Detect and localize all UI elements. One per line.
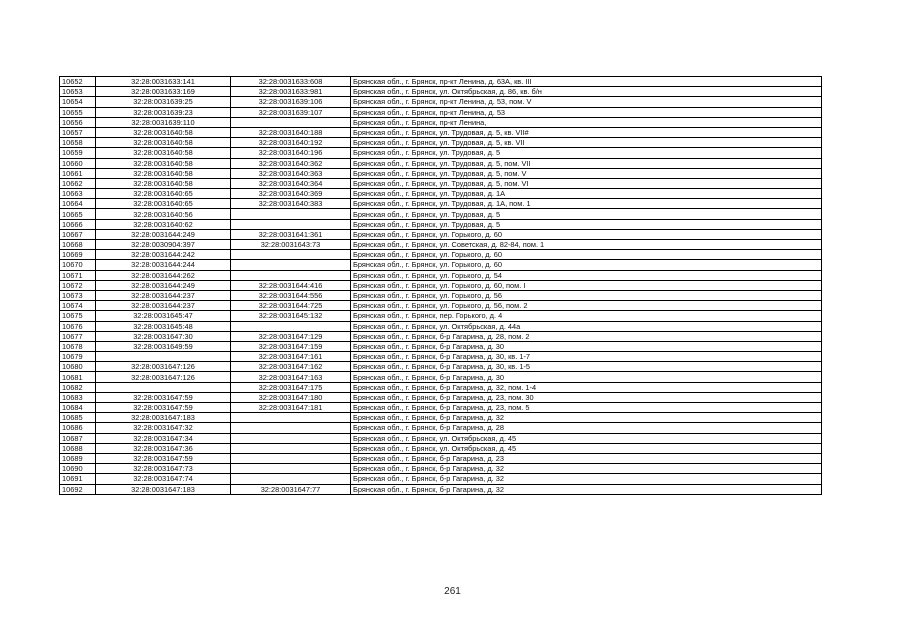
cadastral-number-cell: 32:28:0031644:249 xyxy=(96,280,231,290)
linked-cadastral-number-cell: 32:28:0031633:608 xyxy=(231,77,351,87)
cadastral-number-cell: 32:28:0031647:30 xyxy=(96,331,231,341)
row-number-cell: 10665 xyxy=(60,209,96,219)
address-cell: Брянская обл., г. Брянск, пр-кт Ленина, д. 53 xyxy=(351,107,822,117)
cadastral-number-cell: 32:28:0031639:23 xyxy=(96,107,231,117)
table-row xyxy=(60,168,822,178)
address-cell: Брянская обл., г. Брянск, ул. Советская, д. 82-84, пом. 1 xyxy=(351,240,822,250)
address-cell: Брянская обл., г. Брянск, ул. Трудовая, д. 5, пом. VI xyxy=(351,178,822,188)
linked-cadastral-number-cell: 32:28:0031640:196 xyxy=(231,148,351,158)
linked-cadastral-number-cell: 32:28:0031644:416 xyxy=(231,280,351,290)
row-number-cell: 10683 xyxy=(60,392,96,402)
address-cell: Брянская обл., г. Брянск, б-р Гагарина, д. 30, кв. 1-7 xyxy=(351,352,822,362)
cadastral-number-cell: 32:28:0031640:58 xyxy=(96,138,231,148)
address-cell: Брянская обл., г. Брянск, б-р Гагарина, д. 23, пом. 5 xyxy=(351,403,822,413)
linked-cadastral-number-cell xyxy=(231,260,351,270)
linked-cadastral-number-cell: 32:28:0031640:364 xyxy=(231,178,351,188)
linked-cadastral-number-cell: 32:28:0031639:107 xyxy=(231,107,351,117)
address-cell: Брянская обл., г. Брянск, б-р Гагарина, д. 30, кв. 1-5 xyxy=(351,362,822,372)
cadastral-number-cell: 32:28:0031647:73 xyxy=(96,464,231,474)
table-row xyxy=(60,474,822,484)
table-row xyxy=(60,413,822,423)
row-number-cell: 10657 xyxy=(60,127,96,137)
table-row xyxy=(60,362,822,372)
address-cell: Брянская обл., г. Брянск, ул. Горького, д. 54 xyxy=(351,270,822,280)
row-number-cell: 10691 xyxy=(60,474,96,484)
row-number-cell: 10659 xyxy=(60,148,96,158)
row-number-cell: 10671 xyxy=(60,270,96,280)
cadastral-number-cell: 32:28:0031640:65 xyxy=(96,199,231,209)
linked-cadastral-number-cell: 32:28:0031640:362 xyxy=(231,158,351,168)
table-row xyxy=(60,250,822,260)
cadastral-number-cell: 32:28:0031639:110 xyxy=(96,117,231,127)
row-number-cell: 10652 xyxy=(60,77,96,87)
table-row xyxy=(60,138,822,148)
address-cell: Брянская обл., г. Брянск, ул. Октябрьская, д. 86, кв. б/н xyxy=(351,87,822,97)
cadastral-number-cell: 32:28:0031647:59 xyxy=(96,403,231,413)
row-number-cell: 10682 xyxy=(60,382,96,392)
linked-cadastral-number-cell: 32:28:0031647:159 xyxy=(231,341,351,351)
linked-cadastral-number-cell: 32:28:0031639:106 xyxy=(231,97,351,107)
table-row xyxy=(60,321,822,331)
linked-cadastral-number-cell xyxy=(231,117,351,127)
linked-cadastral-number-cell xyxy=(231,464,351,474)
address-cell: Брянская обл., г. Брянск, б-р Гагарина, д. 23, пом. 30 xyxy=(351,392,822,402)
address-cell: Брянская обл., г. Брянск, ул. Горького, д. 60 xyxy=(351,229,822,239)
row-number-cell: 10667 xyxy=(60,229,96,239)
table-row xyxy=(60,433,822,443)
address-cell: Брянская обл., г. Брянск, пр-кт Ленина, д. 53, пом. V xyxy=(351,97,822,107)
row-number-cell: 10674 xyxy=(60,301,96,311)
table-row xyxy=(60,464,822,474)
row-number-cell: 10672 xyxy=(60,280,96,290)
address-cell: Брянская обл., г. Брянск, ул. Трудовая, д. 5, пом. VII xyxy=(351,158,822,168)
linked-cadastral-number-cell: 32:28:0031647:175 xyxy=(231,382,351,392)
row-number-cell: 10690 xyxy=(60,464,96,474)
table-row xyxy=(60,382,822,392)
address-cell: Брянская обл., г. Брянск, ул. Трудовая, д. 5 xyxy=(351,148,822,158)
row-number-cell: 10662 xyxy=(60,178,96,188)
linked-cadastral-number-cell: 32:28:0031640:188 xyxy=(231,127,351,137)
table-row xyxy=(60,484,822,494)
linked-cadastral-number-cell xyxy=(231,209,351,219)
cadastral-number-cell: 32:28:0031647:59 xyxy=(96,453,231,463)
table-body xyxy=(60,77,822,495)
address-cell: Брянская обл., г. Брянск, ул. Горького, д. 56, пом. 2 xyxy=(351,301,822,311)
address-cell: Брянская обл., г. Брянск, пр-кт Ленина, xyxy=(351,117,822,127)
table-row xyxy=(60,219,822,229)
cadastral-number-cell xyxy=(96,352,231,362)
row-number-cell: 10678 xyxy=(60,341,96,351)
table-row xyxy=(60,127,822,137)
row-number-cell: 10669 xyxy=(60,250,96,260)
table-row xyxy=(60,392,822,402)
table-row xyxy=(60,178,822,188)
linked-cadastral-number-cell: 32:28:0031647:129 xyxy=(231,331,351,341)
linked-cadastral-number-cell xyxy=(231,433,351,443)
table-row xyxy=(60,331,822,341)
table-row xyxy=(60,189,822,199)
cadastral-number-cell: 32:28:0031647:32 xyxy=(96,423,231,433)
address-cell: Брянская обл., г. Брянск, ул. Горького, д. 60 xyxy=(351,260,822,270)
linked-cadastral-number-cell: 32:28:0031647:163 xyxy=(231,372,351,382)
table-row xyxy=(60,372,822,382)
row-number-cell: 10686 xyxy=(60,423,96,433)
cadastral-number-cell: 32:28:0031649:59 xyxy=(96,341,231,351)
row-number-cell: 10654 xyxy=(60,97,96,107)
cadastral-number-cell: 32:28:0031633:169 xyxy=(96,87,231,97)
linked-cadastral-number-cell xyxy=(231,219,351,229)
address-cell: Брянская обл., г. Брянск, ул. Горького, д. 60, пом. I xyxy=(351,280,822,290)
table-row xyxy=(60,87,822,97)
cadastral-number-cell: 32:28:0031647:74 xyxy=(96,474,231,484)
address-cell: Брянская обл., г. Брянск, б-р Гагарина, д. 32, пом. 1-4 xyxy=(351,382,822,392)
table-row xyxy=(60,148,822,158)
address-cell: Брянская обл., г. Брянск, ул. Трудовая, д. 5, кв. VII xyxy=(351,138,822,148)
table-row xyxy=(60,301,822,311)
address-cell: Брянская обл., г. Брянск, б-р Гагарина, д. 32 xyxy=(351,484,822,494)
table-row xyxy=(60,352,822,362)
cadastral-number-cell: 32:28:0031647:126 xyxy=(96,372,231,382)
row-number-cell: 10689 xyxy=(60,453,96,463)
table-row xyxy=(60,280,822,290)
row-number-cell: 10677 xyxy=(60,331,96,341)
table-row xyxy=(60,403,822,413)
linked-cadastral-number-cell: 32:28:0031643:73 xyxy=(231,240,351,250)
table-row xyxy=(60,209,822,219)
address-cell: Брянская обл., г. Брянск, б-р Гагарина, д. 23 xyxy=(351,453,822,463)
cadastral-number-cell: 32:28:0031644:249 xyxy=(96,229,231,239)
row-number-cell: 10681 xyxy=(60,372,96,382)
row-number-cell: 10675 xyxy=(60,311,96,321)
row-number-cell: 10668 xyxy=(60,240,96,250)
cadastral-number-cell: 32:28:0031640:56 xyxy=(96,209,231,219)
cadastral-number-cell: 32:28:0031647:126 xyxy=(96,362,231,372)
cadastral-number-cell: 32:28:0031640:58 xyxy=(96,158,231,168)
address-cell: Брянская обл., г. Брянск, б-р Гагарина, д. 32 xyxy=(351,464,822,474)
row-number-cell: 10679 xyxy=(60,352,96,362)
linked-cadastral-number-cell xyxy=(231,250,351,260)
row-number-cell: 10653 xyxy=(60,87,96,97)
row-number-cell: 10666 xyxy=(60,219,96,229)
linked-cadastral-number-cell: 32:28:0031647:161 xyxy=(231,352,351,362)
linked-cadastral-number-cell: 32:28:0031640:369 xyxy=(231,189,351,199)
linked-cadastral-number-cell xyxy=(231,443,351,453)
row-number-cell: 10688 xyxy=(60,443,96,453)
linked-cadastral-number-cell: 32:28:0031640:192 xyxy=(231,138,351,148)
cadastral-number-cell: 32:28:0031647:183 xyxy=(96,413,231,423)
address-cell: Брянская обл., г. Брянск, пер. Горького, д. 4 xyxy=(351,311,822,321)
linked-cadastral-number-cell: 32:28:0031641:361 xyxy=(231,229,351,239)
table-row xyxy=(60,117,822,127)
cadastral-number-cell: 32:28:0031647:36 xyxy=(96,443,231,453)
address-cell: Брянская обл., г. Брянск, б-р Гагарина, д. 30 xyxy=(351,341,822,351)
address-cell: Брянская обл., г. Брянск, б-р Гагарина, д. 28, пом. 2 xyxy=(351,331,822,341)
linked-cadastral-number-cell: 32:28:0031644:725 xyxy=(231,301,351,311)
address-cell: Брянская обл., г. Брянск, ул. Горького, д. 60 xyxy=(351,250,822,260)
table-row xyxy=(60,260,822,270)
address-cell: Брянская обл., г. Брянск, пр-кт Ленина, д. 63А, кв. III xyxy=(351,77,822,87)
address-cell: Брянская обл., г. Брянск, ул. Октябрьская, д. 44а xyxy=(351,321,822,331)
cadastral-number-cell: 32:28:0031647:183 xyxy=(96,484,231,494)
cadastral-number-cell: 32:28:0031644:244 xyxy=(96,260,231,270)
linked-cadastral-number-cell xyxy=(231,270,351,280)
address-cell: Брянская обл., г. Брянск, ул. Трудовая, д. 5 xyxy=(351,219,822,229)
row-number-cell: 10670 xyxy=(60,260,96,270)
table-row xyxy=(60,341,822,351)
row-number-cell: 10655 xyxy=(60,107,96,117)
row-number-cell: 10685 xyxy=(60,413,96,423)
linked-cadastral-number-cell: 32:28:0031647:180 xyxy=(231,392,351,402)
row-number-cell: 10687 xyxy=(60,433,96,443)
address-cell: Брянская обл., г. Брянск, ул. Трудовая, д. 1А xyxy=(351,189,822,199)
linked-cadastral-number-cell xyxy=(231,423,351,433)
linked-cadastral-number-cell: 32:28:0031647:77 xyxy=(231,484,351,494)
table-row xyxy=(60,107,822,117)
linked-cadastral-number-cell xyxy=(231,453,351,463)
row-number-cell: 10664 xyxy=(60,199,96,209)
address-cell: Брянская обл., г. Брянск, б-р Гагарина, д. 32 xyxy=(351,413,822,423)
row-number-cell: 10663 xyxy=(60,189,96,199)
address-cell: Брянская обл., г. Брянск, ул. Трудовая, д. 5 xyxy=(351,209,822,219)
row-number-cell: 10676 xyxy=(60,321,96,331)
cadastral-number-cell: 32:28:0030904:397 xyxy=(96,240,231,250)
linked-cadastral-number-cell: 32:28:0031640:363 xyxy=(231,168,351,178)
table-row xyxy=(60,311,822,321)
linked-cadastral-number-cell: 32:28:0031647:162 xyxy=(231,362,351,372)
table-row xyxy=(60,290,822,300)
table-row xyxy=(60,270,822,280)
cadastral-number-cell: 32:28:0031633:141 xyxy=(96,77,231,87)
row-number-cell: 10692 xyxy=(60,484,96,494)
address-cell: Брянская обл., г. Брянск, ул. Октябрьская, д. 45 xyxy=(351,433,822,443)
cadastral-number-cell: 32:28:0031640:58 xyxy=(96,178,231,188)
address-cell: Брянская обл., г. Брянск, б-р Гагарина, д. 28 xyxy=(351,423,822,433)
row-number-cell: 10658 xyxy=(60,138,96,148)
linked-cadastral-number-cell: 32:28:0031644:556 xyxy=(231,290,351,300)
linked-cadastral-number-cell: 32:28:0031640:383 xyxy=(231,199,351,209)
row-number-cell: 10673 xyxy=(60,290,96,300)
row-number-cell: 10660 xyxy=(60,158,96,168)
cadastral-number-cell: 32:28:0031644:242 xyxy=(96,250,231,260)
cadastral-number-cell: 32:28:0031647:59 xyxy=(96,392,231,402)
address-cell: Брянская обл., г. Брянск, ул. Трудовая, д. 5, кв. VII# xyxy=(351,127,822,137)
cadastral-number-cell: 32:28:0031640:65 xyxy=(96,189,231,199)
table-row xyxy=(60,453,822,463)
linked-cadastral-number-cell xyxy=(231,474,351,484)
address-cell: Брянская обл., г. Брянск, б-р Гагарина, д. 30 xyxy=(351,372,822,382)
table-row xyxy=(60,229,822,239)
table-row xyxy=(60,97,822,107)
address-cell: Брянская обл., г. Брянск, ул. Горького, д. 56 xyxy=(351,290,822,300)
row-number-cell: 10680 xyxy=(60,362,96,372)
table-row xyxy=(60,199,822,209)
linked-cadastral-number-cell: 32:28:0031633:981 xyxy=(231,87,351,97)
cadastral-number-cell: 32:28:0031644:237 xyxy=(96,290,231,300)
cadastral-number-cell: 32:28:0031640:58 xyxy=(96,148,231,158)
page-number: 261 xyxy=(444,586,461,597)
table-row xyxy=(60,240,822,250)
linked-cadastral-number-cell xyxy=(231,413,351,423)
cadastral-number-cell: 32:28:0031640:58 xyxy=(96,168,231,178)
linked-cadastral-number-cell xyxy=(231,321,351,331)
cadastral-number-cell: 32:28:0031639:25 xyxy=(96,97,231,107)
property-registry-table xyxy=(59,76,822,495)
table-row xyxy=(60,158,822,168)
row-number-cell: 10656 xyxy=(60,117,96,127)
row-number-cell: 10684 xyxy=(60,403,96,413)
cadastral-number-cell: 32:28:0031640:58 xyxy=(96,127,231,137)
cadastral-number-cell xyxy=(96,382,231,392)
cadastral-number-cell: 32:28:0031645:48 xyxy=(96,321,231,331)
cadastral-number-cell: 32:28:0031640:62 xyxy=(96,219,231,229)
cadastral-number-cell: 32:28:0031645:47 xyxy=(96,311,231,321)
address-cell: Брянская обл., г. Брянск, ул. Трудовая, д. 1А, пом. 1 xyxy=(351,199,822,209)
address-cell: Брянская обл., г. Брянск, ул. Трудовая, д. 5, пом. V xyxy=(351,168,822,178)
table-row xyxy=(60,423,822,433)
address-cell: Брянская обл., г. Брянск, б-р Гагарина, д. 32 xyxy=(351,474,822,484)
linked-cadastral-number-cell: 32:28:0031647:181 xyxy=(231,403,351,413)
table-row xyxy=(60,443,822,453)
linked-cadastral-number-cell: 32:28:0031645:132 xyxy=(231,311,351,321)
row-number-cell: 10661 xyxy=(60,168,96,178)
cadastral-number-cell: 32:28:0031647:34 xyxy=(96,433,231,443)
cadastral-number-cell: 32:28:0031644:237 xyxy=(96,301,231,311)
table-row xyxy=(60,77,822,87)
address-cell: Брянская обл., г. Брянск, ул. Октябрьская, д. 45 xyxy=(351,443,822,453)
cadastral-number-cell: 32:28:0031644:262 xyxy=(96,270,231,280)
